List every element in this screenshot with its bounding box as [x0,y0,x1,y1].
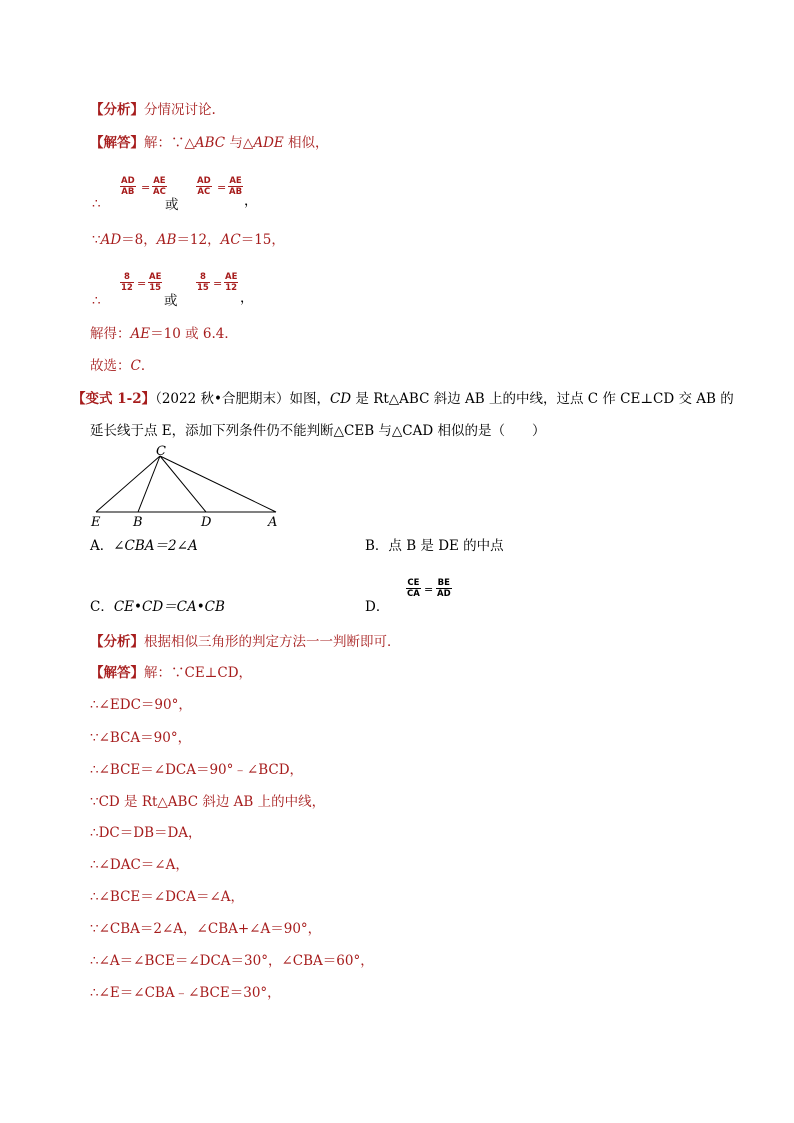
label-d: D [201,515,212,530]
equals-sign: = [141,181,151,194]
fraction-ae-15 [148,272,162,293]
fraction-denominator: 12 [225,283,238,293]
option-c-text: CE•CD＝CA•CB [113,599,225,615]
fraction-ae-12 [224,272,238,293]
fraction-numerator: AE [153,176,166,186]
comma: ， [244,193,258,209]
step-3: ∴∠BCE＝∠DCA＝90°﹣∠BCD， [90,762,304,778]
segment-cd [160,456,206,512]
var-ae: AE [130,326,151,342]
analysis-tag: 【分析】 [90,634,144,650]
choose-line [90,357,154,375]
equals-sign: = [217,181,227,194]
fraction-denominator: 12 [121,283,133,293]
solve-line [90,325,238,343]
therefore-symbol: ∴ [92,293,101,309]
question-tag: 【变式 1-2】 [72,391,156,407]
analysis-text: 根据相似三角形的判定方法一一判断即可． [144,634,401,650]
label-b: B [133,515,143,530]
fraction-ad-ab [120,176,136,197]
step-5: ∴DC＝DB＝DA， [90,825,202,841]
fraction-denominator: AC [197,187,211,197]
segment-ce [96,456,160,512]
equals-sign: = [213,277,223,290]
fraction-8-15 [196,272,210,293]
step-9: ∴∠A＝∠BCE＝∠DCA＝30°，∠CBA＝60°， [90,953,374,969]
fraction-denominator: 15 [197,283,209,293]
analysis-text: 分情况讨论. [144,102,216,118]
or-word: 或 [164,293,178,309]
therefore-symbol: ∴ [92,196,101,212]
step-1: ∴∠EDC＝90°， [90,697,192,713]
fraction-denominator: AD [437,589,451,599]
fraction-ce-ca [406,578,421,599]
equals-sign: = [137,277,147,290]
var-ad: AD [100,232,122,248]
fraction-be-ad [436,578,452,599]
fraction-ae-ab [228,176,243,197]
fraction-denominator: AB [121,187,135,197]
fraction-numerator: 8 [120,272,134,283]
triangle-abc: ABC [194,135,226,151]
value-ab: ＝12， [176,232,221,248]
step-10: ∴∠E＝∠CBA﹣∠BCE＝30°， [90,985,281,1001]
triangle-figure [86,444,286,530]
label-e: E [91,515,101,530]
fraction-ae-ac [152,176,167,197]
fraction-numerator: AE [149,272,162,282]
choice-letter: C [130,358,141,374]
analysis-line-1 [90,101,216,119]
fraction-numerator: AE [229,176,242,186]
value-ad: ＝8， [121,232,157,248]
or-word: 或 [165,197,179,213]
option-b [365,537,504,555]
answer-line-2 [90,664,252,682]
fraction-denominator: AC [153,187,166,197]
given-values [92,231,285,249]
solve-result: ＝10 或 6.4． [150,326,238,342]
comma: ， [240,290,254,306]
figure-lines [96,456,276,512]
because-symbol: ∵ [92,232,101,248]
answer-lead: 解：∵△ [144,135,195,151]
triangle-ade: ADE [253,135,284,151]
var-cd: CD [329,391,352,407]
fraction-ad-ac [196,176,212,197]
fraction-numerator: CE [407,578,420,588]
fraction-numerator: AD [121,176,135,186]
option-c [90,598,225,616]
solve-lead: 解得： [90,326,131,342]
fraction-numerator: AD [197,176,211,186]
segment-ca [160,456,276,512]
analysis-tag: 【分析】 [90,102,144,118]
answer-tail: 相似， [283,135,329,151]
answer-mid: 与△ [225,135,254,151]
step-4: ∵CD 是 Rt△ABC 斜边 AB 上的中线， [90,794,326,810]
step-8: ∵∠CBA＝2∠A，∠CBA+∠A＝90°， [90,921,322,937]
question-line-2: 延长线于点 E，添加下列条件仍不能判断△CEB 与△CAD 相似的是（ ） [90,423,546,439]
fraction-denominator: CA [407,589,420,599]
option-d-letter: D． [365,599,390,615]
fraction-numerator: 8 [196,272,210,283]
label-c: C [156,444,166,459]
fraction-denominator: AB [229,187,243,197]
answer-line-1 [90,134,329,152]
label-a: A [268,515,278,530]
option-a [90,537,198,555]
step-2: ∵∠BCA＝90°， [90,730,192,746]
question-source: （2022 秋•合肥期末）如图， [155,391,330,407]
option-b-letter: B． [365,538,389,554]
fraction-8-12 [120,272,134,293]
answer-text: 解：∵CE⊥CD， [144,665,253,681]
answer-tag: 【解答】 [90,665,144,681]
step-6: ∴∠DAC＝∠A， [90,857,189,873]
choose-tail: ． [140,358,155,374]
option-a-text: ∠CBA＝2∠A [113,538,198,554]
fraction-numerator: AE [225,272,238,282]
analysis-line-2 [90,633,401,651]
fraction-numerator: BE [437,578,450,588]
value-ac: ＝15， [240,232,285,248]
answer-tag: 【解答】 [90,135,144,151]
fraction-denominator: 15 [149,283,162,293]
option-c-letter: C． [90,599,114,615]
equals-sign: = [424,583,434,596]
question-text-1: 是 Rt△ABC 斜边 AB 上的中线，过点 C 作 CE⊥CD 交 AB 的 [351,391,734,407]
option-b-text: 点 B 是 DE 的中点 [388,538,504,554]
choose-lead: 故选： [90,358,131,374]
option-a-letter: A． [90,538,114,554]
var-ac: AC [220,232,241,248]
var-ab: AB [156,232,177,248]
question-line-1 [72,390,734,408]
segment-cb [138,456,160,512]
step-7: ∴∠BCE＝∠DCA＝∠A， [90,889,245,905]
